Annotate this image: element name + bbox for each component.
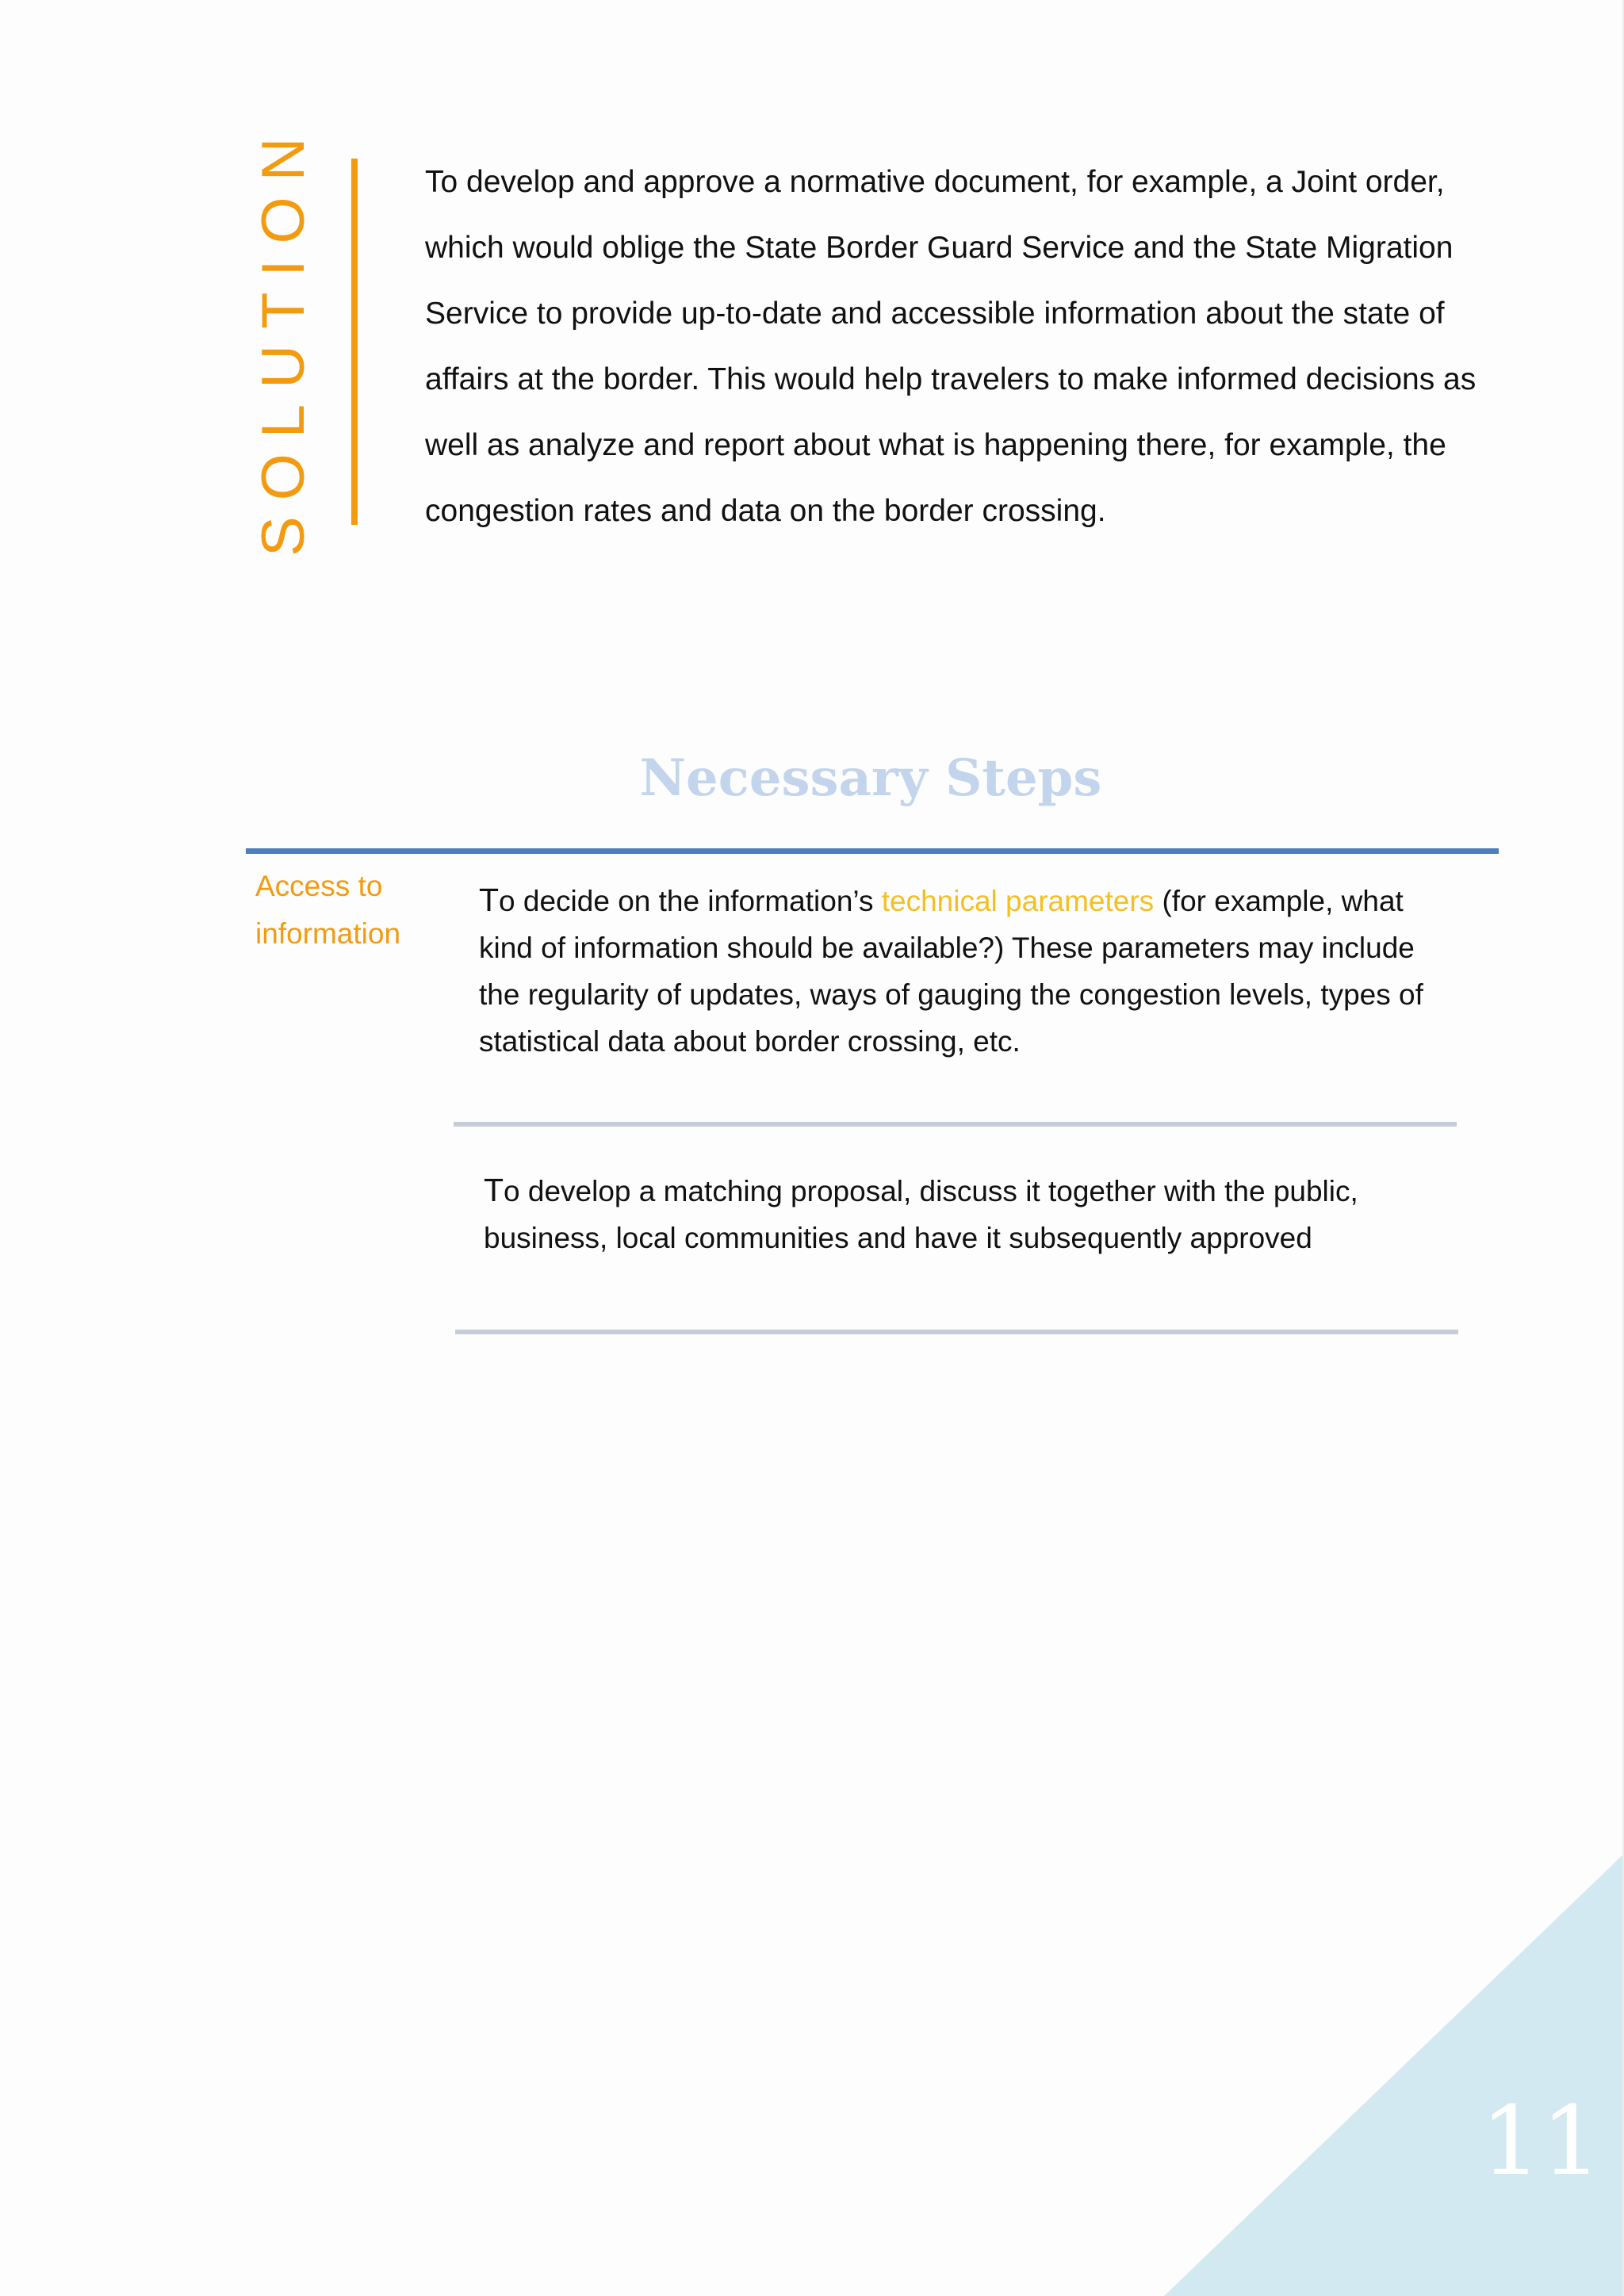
- access-to-information-label: Access to information: [255, 870, 401, 950]
- technical-parameters-highlight: technical parameters: [881, 885, 1155, 917]
- step-1-initial: T: [479, 882, 500, 918]
- step-1-text-after: (for example, what kind of information should be available?) These parameters may include the regularity of updates, ways of gauging the congestion levels, types of statistical data about border crossing, etc.: [479, 885, 1423, 1058]
- step-1-text-before: o decide on the information’s: [499, 885, 882, 917]
- step-2-initial: T: [484, 1172, 504, 1208]
- solution-label: SOLUTION: [250, 121, 317, 557]
- necessary-steps-title: Necessary Steps: [639, 748, 1102, 808]
- solution-text: To develop and approve a normative document, for example, a Joint order, which would oblige the State Border Guard Service and the State Migration Service to provide up-to-date and accessible information about the state of affairs at the border. This would help travelers to make informed decisions as well as analyze and report about what is happening there, for example, the congestion rates and data on the border crossing.: [425, 165, 1477, 528]
- page-number: 11: [1480, 2087, 1602, 2197]
- step-2-text: o develop a matching proposal, discuss it together with the public, business, local communities and have it subsequently approved: [484, 1175, 1358, 1254]
- corner-triangle-shape: [1164, 1855, 1622, 2296]
